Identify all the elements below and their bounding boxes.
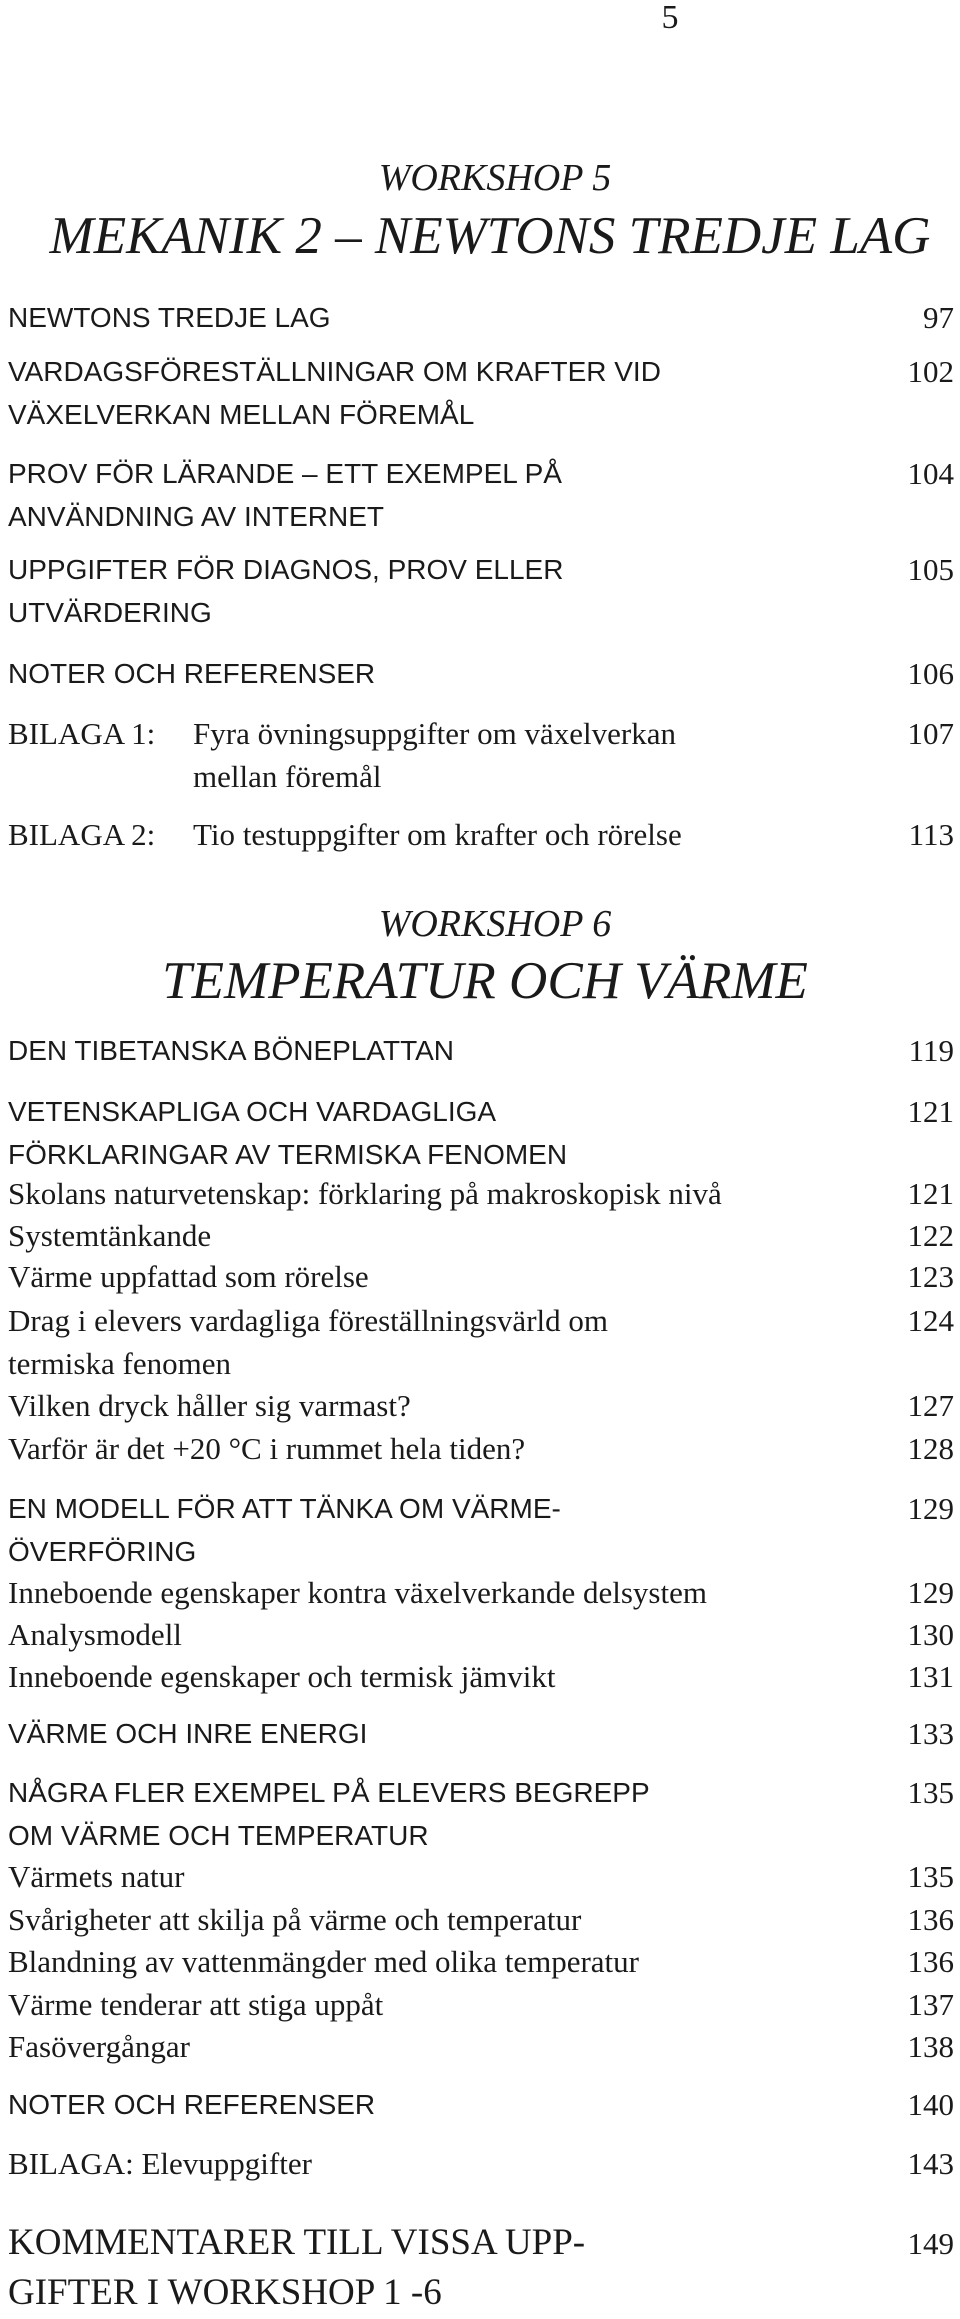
entry-page: 127	[907, 1388, 954, 1423]
entry-page: 143	[907, 2146, 954, 2181]
entry-title: Inneboende egenskaper och termisk jämvikt	[8, 1659, 556, 1694]
workshop-6-title: TEMPERATUR OCH VÄRME	[162, 952, 808, 1010]
entry-title: Vilken dryck håller sig varmast?	[8, 1388, 411, 1423]
toc-entry-sub[interactable]	[8, 1855, 958, 1895]
entry-title: BILAGA: Elevuppgifter	[8, 2146, 312, 2181]
appendix-description	[193, 813, 813, 856]
entry-page: 104	[907, 456, 954, 491]
toc-entry-appendix[interactable]	[8, 712, 958, 794]
toc-entry[interactable]	[8, 452, 958, 532]
entry-line: KOMMENTARER TILL VISSA UPP-	[8, 2222, 586, 2263]
appendix-label: BILAGA 1:	[8, 716, 156, 751]
entry-title: Värmets natur	[8, 1859, 185, 1894]
entry-page: 129	[907, 1491, 954, 1526]
toc-entry[interactable]	[8, 2083, 958, 2123]
entry-page: 140	[907, 2087, 954, 2122]
toc-entry-sub[interactable]	[8, 1571, 958, 1611]
entry-title: DEN TIBETANSKA BÖNEPLATTAN	[8, 1035, 455, 1066]
toc-entry-sub[interactable]	[8, 1983, 958, 2023]
entry-page: 121	[907, 1176, 954, 1211]
entry-page: 121	[907, 1094, 954, 1129]
toc-entry[interactable]	[8, 548, 958, 628]
toc-entry-sub[interactable]	[8, 1898, 958, 1938]
entry-page: 105	[907, 552, 954, 587]
workshop-6-label: WORKSHOP 6	[378, 903, 612, 945]
entry-title	[8, 2218, 868, 2318]
entry-title: NOTER OCH REFERENSER	[8, 658, 376, 689]
entry-title: Svårigheter att skilja på värme och temperatur	[8, 1902, 582, 1937]
entry-title	[8, 1299, 868, 1385]
entry-page: 137	[907, 1987, 954, 2022]
toc-entry[interactable]	[8, 1487, 958, 1567]
entry-line: EN MODELL FÖR ATT TÄNKA OM VÄRME-	[8, 1493, 561, 1524]
workshop-5-label: WORKSHOP 5	[378, 157, 612, 199]
entry-title: Blandning av vattenmängder med olika temperatur	[8, 1944, 639, 1979]
toc-entry-sub[interactable]	[8, 1427, 958, 1467]
toc-entry-sub[interactable]	[8, 1214, 958, 1254]
entry-page: 135	[907, 1859, 954, 1894]
entry-page: 136	[907, 1902, 954, 1937]
entry-line: UTVÄRDERING	[8, 597, 212, 628]
toc-entry[interactable]	[8, 350, 958, 430]
toc-entry-sub[interactable]	[8, 2025, 958, 2065]
entry-page: 129	[907, 1575, 954, 1610]
entry-page: 135	[907, 1775, 954, 1810]
entry-page: 97	[923, 300, 954, 335]
toc-entry[interactable]	[8, 2142, 958, 2182]
entry-page: 133	[907, 1716, 954, 1751]
entry-page: 123	[907, 1259, 954, 1294]
entry-title: Inneboende egenskaper kontra växelverkande delsystem	[8, 1575, 707, 1610]
entry-page: 113	[908, 817, 954, 852]
toc-entry[interactable]	[8, 1771, 958, 1851]
workshop-5-title: MEKANIK 2 – NEWTONS TREDJE LAG	[49, 207, 931, 265]
toc-entry-sub[interactable]	[8, 1655, 958, 1695]
entry-title: Fasövergångar	[8, 2029, 190, 2064]
entry-page: 138	[907, 2029, 954, 2064]
entry-line: mellan föremål	[193, 759, 382, 794]
entry-title: Varför är det +20 °C i rummet hela tiden?	[8, 1431, 526, 1466]
toc-entry-sub[interactable]	[8, 1940, 958, 1980]
entry-title	[8, 1487, 868, 1573]
entry-title	[8, 548, 868, 634]
entry-page: 124	[907, 1303, 954, 1338]
entry-page: 130	[907, 1617, 954, 1652]
toc-entry-sub[interactable]	[8, 1384, 958, 1424]
entry-title	[8, 452, 868, 538]
toc-entry[interactable]	[8, 1029, 958, 1069]
entry-line: PROV FÖR LÄRANDE – ETT EXEMPEL PÅ	[8, 458, 562, 489]
entry-page: 128	[907, 1431, 954, 1466]
toc-entry-appendix[interactable]	[8, 813, 958, 853]
page-number: 5	[661, 0, 679, 36]
toc-entry-sub[interactable]	[8, 1299, 958, 1381]
toc-entry[interactable]	[8, 652, 958, 692]
appendix-label: BILAGA 2:	[8, 817, 156, 852]
entry-line: OM VÄRME OCH TEMPERATUR	[8, 1820, 429, 1851]
entry-title: Värme uppfattad som rörelse	[8, 1259, 369, 1294]
entry-line: NÅGRA FLER EXEMPEL PÅ ELEVERS BEGREPP	[8, 1777, 650, 1808]
entry-line: ANVÄNDNING AV INTERNET	[8, 501, 384, 532]
entry-title: Värme tenderar att stiga uppåt	[8, 1987, 384, 2022]
entry-title	[8, 1771, 868, 1857]
entry-line: VÄXELVERKAN MELLAN FÖREMÅL	[8, 399, 475, 430]
entry-line: FÖRKLARINGAR AV TERMISKA FENOMEN	[8, 1139, 568, 1170]
entry-line: Fyra övningsuppgifter om växelverkan	[193, 716, 676, 751]
entry-line: Tio testuppgifter om krafter och rörelse	[193, 817, 682, 852]
toc-entry-sub[interactable]	[8, 1613, 958, 1653]
entry-line: ÖVERFÖRING	[8, 1536, 197, 1567]
toc-entry-sub[interactable]	[8, 1255, 958, 1295]
entry-line: GIFTER I WORKSHOP 1 -6	[8, 2272, 442, 2313]
entry-page: 102	[907, 354, 954, 389]
entry-page: 119	[908, 1033, 954, 1068]
entry-title: NEWTONS TREDJE LAG	[8, 302, 331, 333]
entry-title: Systemtänkande	[8, 1218, 212, 1253]
entry-title: VÄRME OCH INRE ENERGI	[8, 1718, 368, 1749]
entry-line: termiska fenomen	[8, 1346, 231, 1381]
entry-title	[8, 1090, 868, 1176]
entry-title	[8, 350, 868, 436]
toc-entry[interactable]	[8, 296, 958, 336]
toc-entry-commentary[interactable]	[8, 2218, 958, 2318]
toc-entry[interactable]	[8, 1712, 958, 1752]
entry-page: 131	[907, 1659, 954, 1694]
entry-line: VETENSKAPLIGA OCH VARDAGLIGA	[8, 1096, 497, 1127]
entry-page: 106	[907, 656, 954, 691]
entry-line: UPPGIFTER FÖR DIAGNOS, PROV ELLER	[8, 554, 564, 585]
toc-entry[interactable]	[8, 1090, 958, 1170]
entry-page: 136	[907, 1944, 954, 1979]
appendix-description	[193, 712, 813, 798]
entry-page: 107	[907, 716, 954, 751]
toc-entry-sub[interactable]	[8, 1172, 958, 1212]
entry-page: 122	[907, 1218, 954, 1253]
entry-title: Skolans naturvetenskap: förklaring på makroskopisk nivå	[8, 1176, 722, 1211]
entry-title: Analysmodell	[8, 1617, 182, 1652]
entry-line: VARDAGSFÖRESTÄLLNINGAR OM KRAFTER VID	[8, 356, 661, 387]
entry-line: Drag i elevers vardagliga föreställningsvärld om	[8, 1303, 608, 1338]
entry-title: NOTER OCH REFERENSER	[8, 2089, 376, 2120]
entry-page: 149	[907, 2226, 954, 2261]
